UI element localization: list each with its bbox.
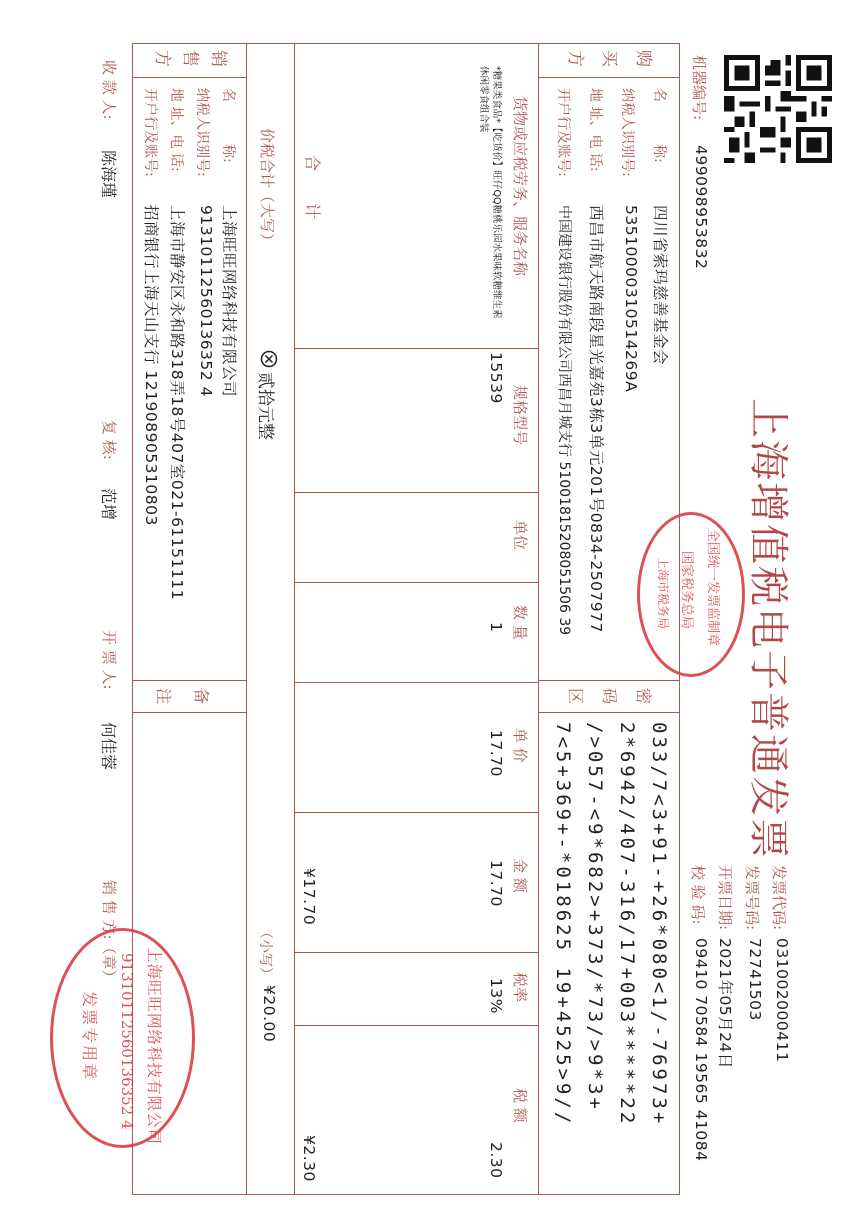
- cipher-line-3: />057-<9*682>+373/*73/>9*3+: [584, 722, 606, 1112]
- buyer-address-label: 地 址、电 话:: [587, 88, 603, 172]
- seller-tax-id-label: 纳税人识别号:: [194, 88, 210, 177]
- item-tax-rate: 13%: [487, 978, 505, 1014]
- item-name-line1: *糖果类食品*【吃货价】旺仔QQ糖桃乐园水果味软糖维生素: [491, 66, 502, 319]
- qr-code: [720, 55, 832, 163]
- check-code-label: 校 验 码:: [689, 865, 707, 925]
- item-amount: 17.70: [487, 860, 505, 907]
- grand-total-words: 贰拾元整: [255, 372, 275, 440]
- invoice-number-label: 发票号码:: [743, 865, 761, 931]
- header-item-name: 货物或应税劳务、服务名称: [511, 96, 529, 277]
- header-tax-rate: 税率: [511, 972, 529, 1003]
- payee-label: 收 款 人:: [100, 60, 118, 120]
- header-unit-price: 单 价: [511, 728, 529, 763]
- item-name-line2: 休闲零食组合装: [478, 66, 489, 133]
- remark-label: 备注: [154, 688, 211, 705]
- buyer-tax-id-label: 纳税人识别号:: [619, 88, 635, 177]
- buyer-section-label: 购买方: [565, 50, 653, 67]
- item-quantity: 1: [487, 622, 505, 633]
- buyer-tax-id: 53510000310514269A: [622, 205, 640, 393]
- invoice-title: 上海增值税电子普通发票: [745, 398, 791, 860]
- buyer-address: 西昌市航天路南段星光嘉苑3栋3单元201号0834-2507977: [587, 205, 605, 633]
- buyer-name: 四川省索玛慈善基金会: [651, 205, 669, 366]
- seller-bank: 招商银行上海天山支行 121908905310803: [142, 205, 160, 526]
- seller-seal-line2: 91310112560136352 4: [118, 953, 136, 1130]
- seller-tax-id: 91310112560136352 4: [197, 205, 215, 397]
- reviewer: 范增: [99, 488, 118, 521]
- seller-address-label: 地 址、电 话:: [168, 88, 184, 172]
- grand-total-small: ¥20.00: [260, 985, 278, 1043]
- buyer-bank-label: 开户行及账号:: [555, 88, 571, 177]
- issuer: 何佳蓉: [99, 722, 118, 771]
- cipher-line-2: 2*6942/407-316/17+003*****22: [616, 722, 638, 1127]
- invoice-number: 72741503: [746, 938, 764, 1021]
- header-spec: 规格型号: [511, 385, 529, 446]
- machine-number-label: 机器编号:: [690, 55, 708, 121]
- seller-section-label: 销售方: [152, 50, 228, 67]
- cipher-section-label: 密码区: [566, 688, 653, 705]
- invoice-code-label: 发票代码:: [770, 865, 788, 931]
- supervision-seal-line3: 上海市税务局: [656, 557, 670, 630]
- seller-seal-line3: 发票专用章: [80, 991, 99, 1082]
- check-code: 09410 70584 19565 41084: [692, 938, 710, 1162]
- cipher-line-4: 7<5+369+-*018625 19+4525>9//: [552, 722, 574, 1127]
- item-spec: 15539: [487, 352, 505, 404]
- invoice-date-label: 开票日期:: [716, 865, 734, 931]
- seller-name: 上海旺旺网络科技有限公司: [220, 205, 238, 398]
- invoice-code: 031002000411: [773, 938, 791, 1063]
- supervision-seal-line2: 国家税务总局: [679, 551, 694, 630]
- cross-circle-icon: [256, 350, 278, 368]
- cipher-line-1: 033/7<3+91-+26*080<1/-76973+: [648, 722, 670, 1127]
- reviewer-label: 复 核:: [100, 420, 118, 460]
- header-tax: 税 额: [511, 1088, 529, 1123]
- total-label: 合 计: [303, 155, 322, 220]
- issuer-label: 开 票 人:: [100, 630, 118, 690]
- seller-address: 上海市静安区永和路318弄18号407室021-61151111: [168, 205, 186, 600]
- grand-total-label: 价税合计（大写）: [258, 128, 276, 249]
- item-unit-price: 17.70: [487, 730, 505, 777]
- seller-name-label: 名 称:: [220, 88, 236, 163]
- total-tax: ¥2.30: [300, 1135, 318, 1182]
- buyer-bank: 中国建设银行股份有限公司西昌月城支行 51001815208051506 39: [556, 205, 572, 636]
- invoice-date: 2021年05月24日: [716, 938, 734, 1069]
- grand-total-small-label: （小写）: [257, 925, 273, 981]
- seller-seal-label: 销 售 方:（章）: [100, 880, 118, 985]
- supervision-seal-line1: 全国统一发票监制章: [705, 529, 720, 647]
- machine-number: 499098953832: [692, 145, 710, 270]
- buyer-name-label: 名 称:: [651, 88, 667, 163]
- header-quantity: 数 量: [511, 605, 529, 640]
- seller-seal-line1: 上海旺旺网络科技有限公司: [145, 947, 163, 1146]
- seller-bank-label: 开户行及账号:: [142, 88, 158, 177]
- header-unit: 单位: [511, 520, 529, 551]
- item-tax: 2.30: [487, 1142, 505, 1179]
- payee: 陈海瑾: [99, 150, 118, 199]
- seller-invoice-seal: [50, 928, 195, 1148]
- total-amount: ¥17.70: [300, 868, 318, 926]
- header-amount: 金 额: [511, 858, 529, 893]
